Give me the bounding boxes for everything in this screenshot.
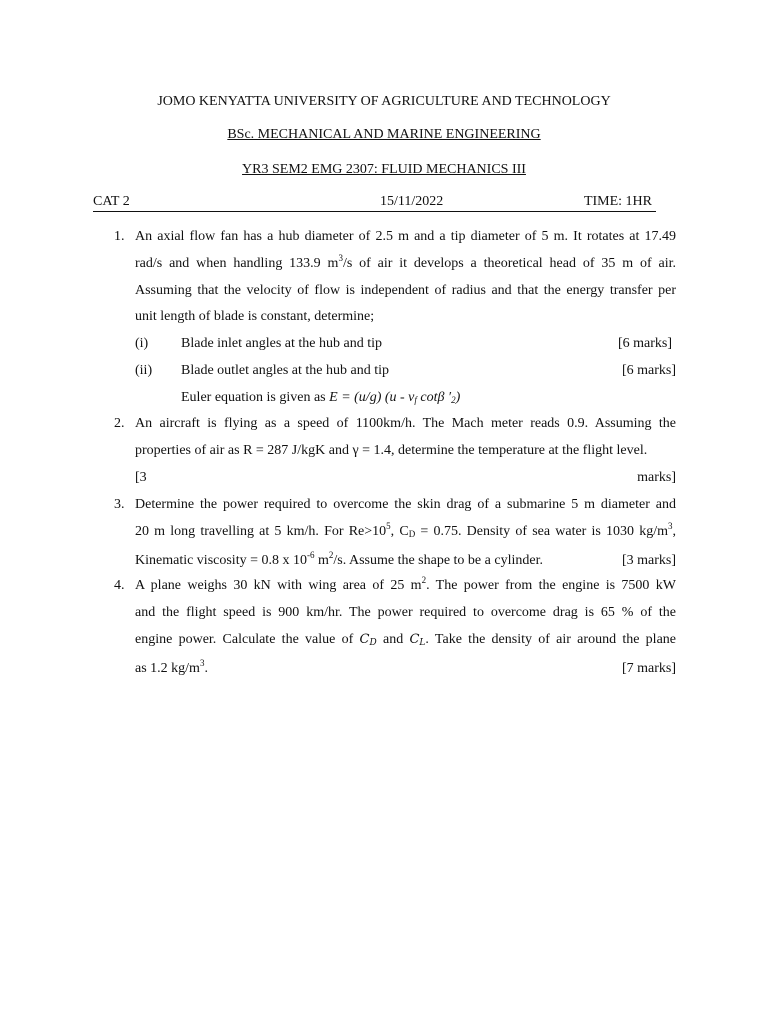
question-line xyxy=(135,548,676,575)
superscript: 5 xyxy=(386,520,391,531)
superscript: 3 xyxy=(199,658,205,669)
marks-label: [6 marks] xyxy=(617,336,672,351)
sub-question-ii xyxy=(135,358,676,385)
sub-question-number: (ii) xyxy=(135,363,153,378)
course-title xyxy=(0,161,768,179)
exam-date: 15/11/2022 xyxy=(380,194,444,209)
question-line: An aircraft is flying as a speed of 1100km/h. The Mach meter reads 0.9. Assuming the xyxy=(135,416,676,431)
cd-symbol xyxy=(360,632,377,647)
euler-equation xyxy=(329,390,460,405)
text-run: m xyxy=(314,552,329,568)
question-line: and the flight speed is 900 km/hr. The power required to overcome drag is 65 % of the xyxy=(135,604,676,620)
question-line: Determine the power required to overcome the skin drag of a submarine 5 m diameter and xyxy=(135,497,676,512)
sub-question-number: (i) xyxy=(135,336,149,351)
question-body xyxy=(135,411,676,491)
superscript: -6 xyxy=(307,549,315,560)
question-line xyxy=(135,627,676,657)
symbol-letter: C xyxy=(409,631,420,647)
text-run: /s. Assume the shape to be a cylinder. xyxy=(333,552,543,568)
question-number: 2. xyxy=(114,416,125,431)
question-body xyxy=(135,573,676,683)
subscript: 2 xyxy=(451,395,456,405)
equation-part: E = (u/g) (u - v xyxy=(329,390,415,405)
euler-equation-line xyxy=(181,385,460,414)
university-title: JOMO KENYATTA UNIVERSITY OF AGRICULTURE AND TECHNOLOGY xyxy=(157,94,611,109)
question-number: 1. xyxy=(114,229,125,244)
marks-label: [3 marks] xyxy=(135,469,676,485)
programme-title xyxy=(0,126,768,144)
question-line xyxy=(135,656,676,683)
course-text: YR3 SEM2 EMG 2307: FLUID MECHANICS III xyxy=(242,162,526,177)
text-run: rad/s and when handling 133.9 m xyxy=(135,255,339,271)
marks-label: [7 marks] xyxy=(621,661,676,677)
question-line xyxy=(135,573,676,600)
subscript: D xyxy=(369,637,377,648)
text-run: , C xyxy=(390,523,409,539)
cat-label: CAT 2 xyxy=(93,194,130,209)
sub-question-text: Blade outlet angles at the hub and tip xyxy=(181,363,390,378)
marks-label: [3 marks] xyxy=(621,552,676,568)
text-run: , xyxy=(672,523,676,539)
subscript: D xyxy=(408,528,416,539)
cl-symbol xyxy=(409,632,425,647)
question-line: unit length of blade is constant, determine; xyxy=(135,309,375,325)
text-run: . The power from the engine is 7500 kW xyxy=(426,578,676,593)
cat-info-row xyxy=(93,193,656,212)
text-run: Kinematic viscosity = 0.8 x 10 xyxy=(135,552,307,568)
text-run: and xyxy=(382,631,404,647)
sub-question-text: Blade inlet angles at the hub and tip xyxy=(181,336,383,351)
exam-time: TIME: 1HR xyxy=(583,194,652,209)
programme-text: BSc. MECHANICAL AND MARINE ENGINEERING xyxy=(227,127,541,142)
subscript: L xyxy=(419,637,426,648)
text-run: Euler equation is given as xyxy=(181,390,326,405)
equation-part: ) xyxy=(455,390,461,405)
marks-label: [6 marks] xyxy=(621,363,676,378)
text-run: . xyxy=(204,661,208,677)
question-number: 4. xyxy=(114,578,125,593)
question-number: 3. xyxy=(114,497,125,512)
question-body xyxy=(135,224,676,331)
text-run: A plane weighs 30 kN with wing area of 25 m xyxy=(135,578,422,593)
text-run: /s of air it develops a theoretical head of 35 m of air. xyxy=(342,255,676,271)
subscript: f xyxy=(414,395,417,405)
question-line: properties of air as R = 287 J/kgK and γ = 1.4, determine the temperature at the flight level. xyxy=(135,442,648,458)
question-body xyxy=(135,492,676,574)
text-run: as 1.2 kg/m xyxy=(135,661,200,677)
question-line xyxy=(135,519,676,548)
superscript: 3 xyxy=(668,520,673,531)
question-line: Assuming that the velocity of flow is independent of radius and that the energy transfer per xyxy=(135,282,676,298)
text-run: . Take the density of air around the plane xyxy=(425,631,677,647)
equation-part: cotβ ′ xyxy=(416,390,452,405)
question-line: An axial flow fan has a hub diameter of 2.5 m and a tip diameter of 5 m. It rotates at 17.49 xyxy=(135,229,676,244)
symbol-letter: C xyxy=(359,631,370,647)
text-run: 20 m long travelling at 5 km/h. For Re>10 xyxy=(135,523,387,539)
question-line xyxy=(135,251,676,278)
text-run: = 0.75. Density of sea water is 1030 kg/m xyxy=(415,523,668,539)
superscript: 2 xyxy=(421,575,427,585)
superscript: 3 xyxy=(338,252,343,263)
superscript: 2 xyxy=(328,549,334,560)
text-run: engine power. Calculate the value of xyxy=(135,631,354,647)
sub-question-i xyxy=(135,331,676,358)
